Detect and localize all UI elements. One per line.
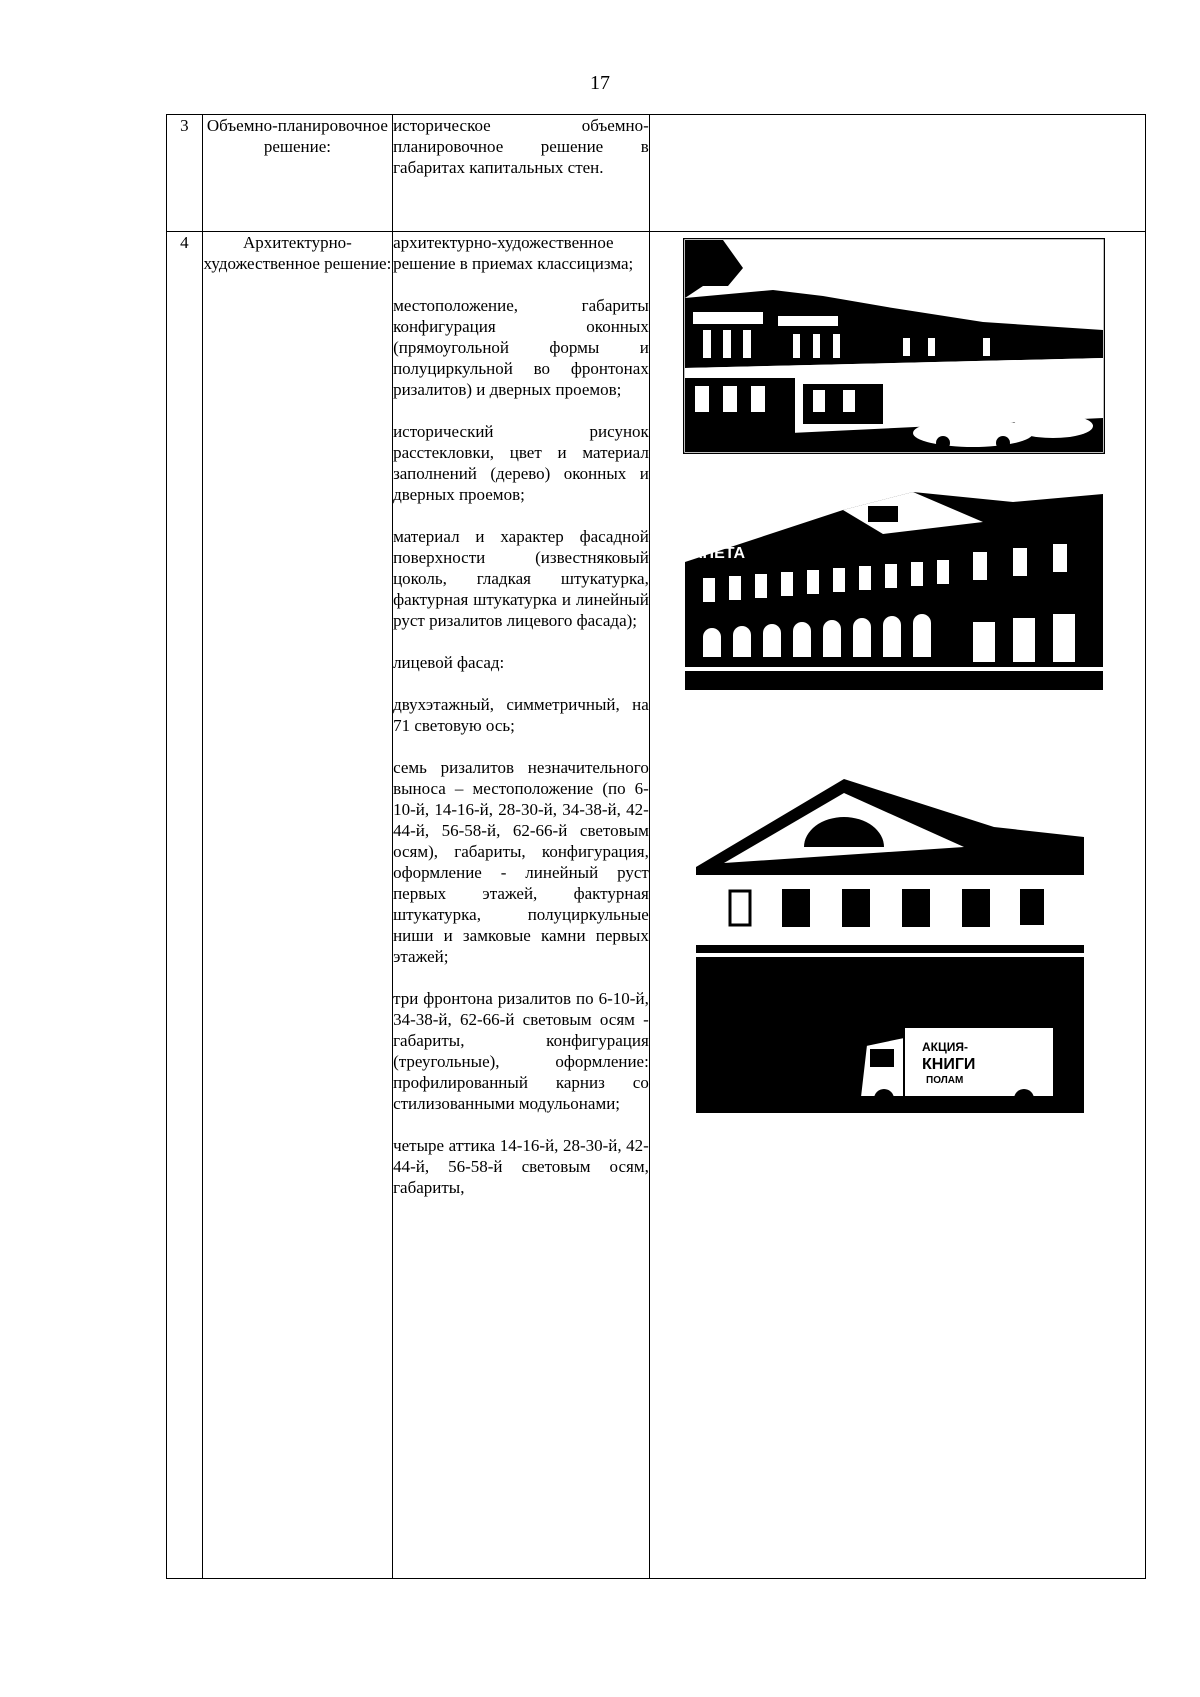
description-paragraph: исторический рисунок расстекловки, цвет и материал заполнений (дерево) оконных и дверных проемов; xyxy=(393,422,649,504)
photo-cell xyxy=(649,232,1145,1579)
row-number: 3 xyxy=(167,115,203,232)
page-number: 17 xyxy=(590,72,610,94)
row-title: Архитектурно-художественное решение: xyxy=(202,232,392,1579)
description-paragraph: материал и характер фасадной поверхности (известняковый цоколь, гладкая штукатурка, фактурная штукатурка и линейный руст ризалитов лицевого фасада); xyxy=(393,527,649,630)
description-paragraph: местоположение, габариты конфигурация оконных (прямоугольной формы и полуциркульной во фронтонах ризалитов) и дверных проемов; xyxy=(393,296,649,399)
description-paragraph: три фронтона ризалитов по 6-10-й, 34-38-й, 62-66-й световым осям - габариты, конфигурация (треугольные), оформление: профилированный карниз со стилизованными модульонами; xyxy=(393,989,649,1113)
table-row xyxy=(167,232,1146,1579)
row-description xyxy=(393,115,650,232)
description-paragraph: лицевой фасад: xyxy=(393,653,505,672)
building-photo-pediment xyxy=(694,767,1086,1115)
description-paragraph: четыре аттика 14-16-й, 28-30-й, 42-44-й, 56-58-й световым осям, габариты, xyxy=(393,1136,649,1197)
building-photo-sign xyxy=(683,482,1105,692)
truck-text-line3: ПОЛАМ xyxy=(925,1075,964,1086)
shop-sign: АНЕТА xyxy=(690,545,745,562)
row-title: Объемно-планировочное решение: xyxy=(202,115,392,232)
description-paragraph: семь ризалитов незначительного выноса – местоположение (по 6-10-й, 14-16-й, 28-30-й, 34-38-й, 42-44-й, 56-58-й, 62-66-й световым осям), габариты, конфигурация, оформление - линейный руст первых этажей, фактурная штукатурка, полуциркульные ниши и замковые камни первых этажей; xyxy=(393,758,649,966)
table-row xyxy=(167,115,1146,232)
row-number: 4 xyxy=(167,232,203,1579)
photo-cell xyxy=(649,115,1145,232)
description-paragraph: архитектурно-художественное решение в приемах классицизма; xyxy=(393,233,634,273)
building-photo-street xyxy=(683,238,1105,454)
truck-text-line1: АКЦИЯ- xyxy=(921,1040,968,1054)
row-description xyxy=(393,232,650,1579)
heritage-table xyxy=(166,114,1146,1579)
truck-text-line2: КНИГИ xyxy=(921,1056,976,1073)
description-paragraph: двухэтажный, симметричный, на 71 световую ось; xyxy=(393,695,649,735)
description-paragraph: историческое объемно-планировочное решение в габаритах капитальных стен. xyxy=(393,116,649,177)
